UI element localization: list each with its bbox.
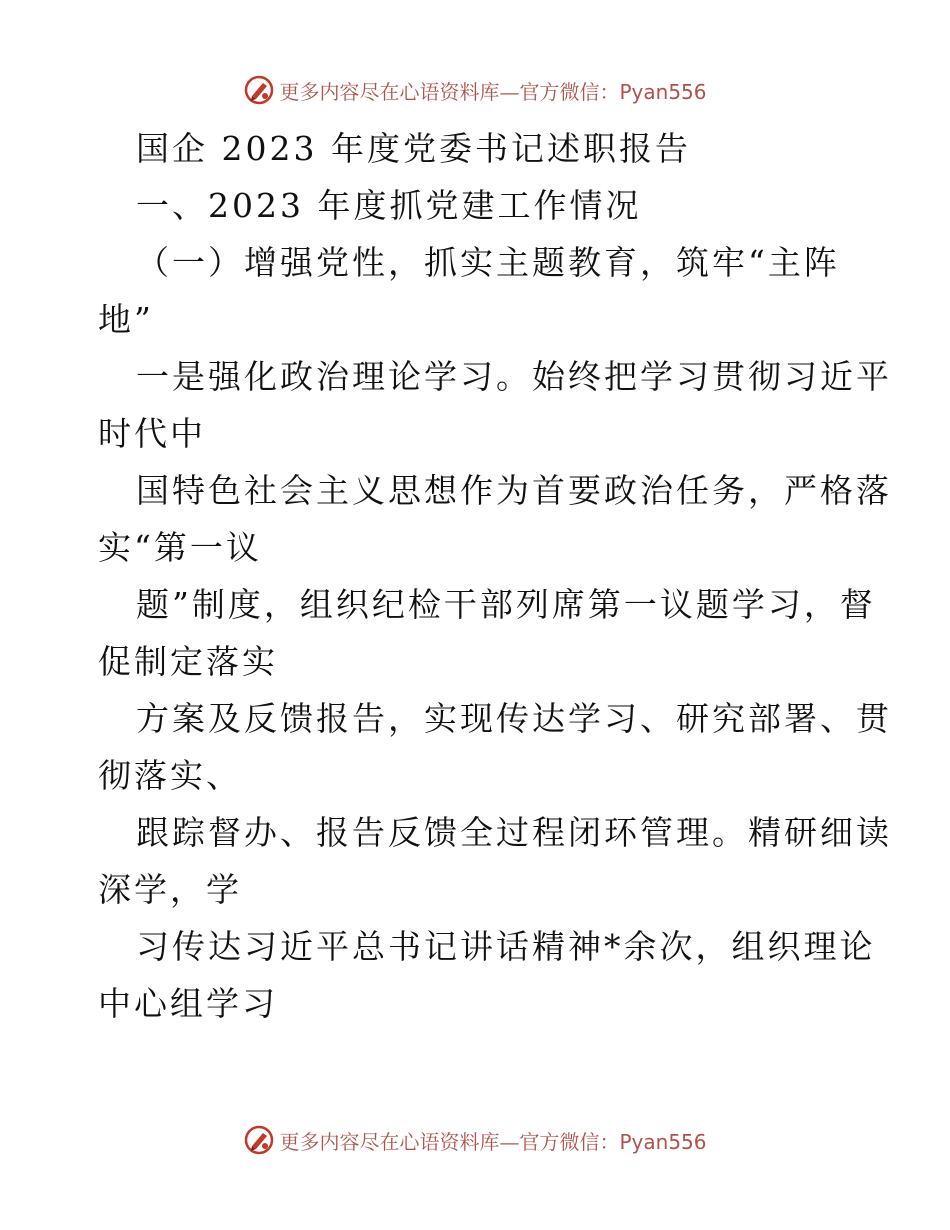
red-pen-seal-icon — [243, 74, 275, 106]
red-pen-seal-icon — [243, 1124, 275, 1156]
footer-wechat-id: Pyan556 — [619, 1129, 707, 1154]
paragraph-line: 跟踪督办、报告反馈全过程闭环管理。精研细读 — [136, 813, 892, 852]
paragraph-line: 中心组学习 — [98, 984, 278, 1023]
paragraph-line: 深学，学 — [98, 870, 242, 909]
header-banner — [0, 70, 950, 110]
paragraph-line: 国特色社会主义思想作为首要政治任务，严格落 — [136, 471, 892, 510]
footer-banner — [0, 1120, 950, 1160]
subsection-heading-continued: 地” — [98, 300, 154, 339]
section-heading: 一、2023 年度抓党建工作情况 — [136, 186, 642, 225]
paragraph-line: 题”制度，组织纪检干部列席第一议题学习，督 — [136, 585, 876, 624]
paragraph-line: 方案及反馈报告，实现传达学习、研究部署、贯 — [136, 699, 892, 738]
paragraph-line: 一是强化政治理论学习。始终把学习贯彻习近平 — [136, 357, 892, 396]
document-body — [98, 120, 892, 1032]
document-title: 国企 2023 年度党委书记述职报告 — [136, 129, 691, 168]
paragraph-line: 彻落实、 — [98, 756, 242, 795]
header-text: 更多内容尽在心语资料库—官方微信：Pyan556 — [279, 79, 707, 104]
paragraph-line: 时代中 — [98, 414, 206, 453]
paragraph-line: 促制定落实 — [98, 642, 278, 681]
paragraph-line: 习传达习近平总书记讲话精神*余次，组织理论 — [136, 927, 876, 966]
footer-text: 更多内容尽在心语资料库—官方微信：Pyan556 — [279, 1129, 707, 1154]
header-wechat-id: Pyan556 — [619, 79, 707, 104]
subsection-heading: （一）增强党性，抓实主题教育，筑牢“主阵 — [136, 243, 840, 282]
paragraph-line: 实“第一议 — [98, 528, 262, 567]
